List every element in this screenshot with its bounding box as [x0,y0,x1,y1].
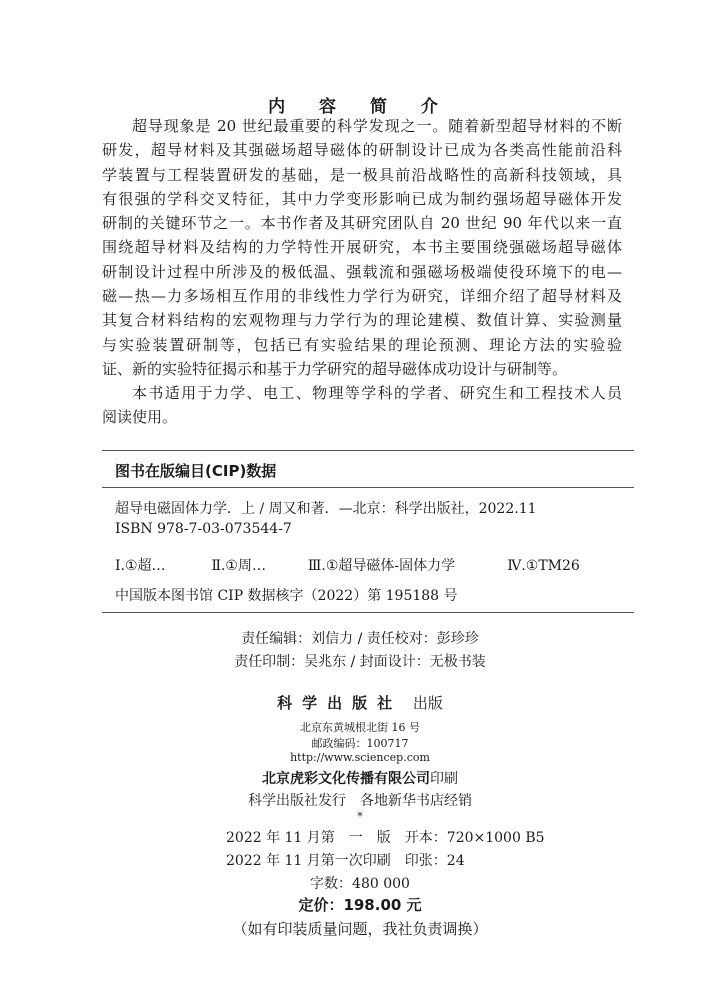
intro-line: 有很强的学科交叉特征，其中力学变形影响已成为制约强场超导磁体开发 [102,189,622,208]
cip-number: 中国版本图书馆 CIP 数据核字（2022）第 195188 号 [115,588,458,604]
intro-line: 学装置与工程装置研发的基础，是一极具前沿战略性的高新科技领域，具 [102,165,622,184]
cip-title-line: 超导电磁固体力学．上 / 周又和著．—北京：科学出版社，2022.11 [115,501,537,517]
distribution-line: 科学出版社发行 各地新华书店经销 [248,793,472,809]
publisher-postcode: 邮政编码：100717 [311,737,409,750]
cip-heading: 图书在版编目(CIP)数据 [115,462,277,480]
printing-line: 2022 年 11 月第一次印刷 印张：24 [226,853,465,869]
cip-classification [115,555,580,575]
printer-name: 北京虎彩文化传播有限公司 [262,771,430,787]
cip-isbn: ISBN 978-7-03-073544-7 [115,521,292,537]
intro-line: 证、新的实验特征揭示和基于力学研究的超导磁体成功设计与研制等。 [102,359,568,378]
publisher-address: 北京东黄城根北街 16 号 [300,721,420,734]
intro-line: 研发，超导材料及其强磁场超导磁体的研制设计已成为各类高性能前沿科 [102,141,622,160]
intro-line: 与实验装置研制等，包括已有实验结果的理论预测、理论方法的实验验 [102,335,622,354]
cip-class-item: Ⅰ.①超… [115,558,166,574]
intro-paragraph-1 [102,114,622,381]
publisher-url: http://www.sciencep.com [290,751,430,764]
cip-class-item: Ⅲ.①超导磁体-固体力学 [307,558,456,574]
intro-line: 磁—热—力多场相互作用的非线性力学行为研究，详细介绍了超导材料及 [102,287,622,306]
intro-line: 研制的关键环节之一。本书作者及其研究团队自 20 世纪 90 年代以来一直 [102,214,622,233]
publisher-line [0,692,720,713]
edition-line: 2022 年 11 月第 一 版 开本：720×1000 B5 [226,830,545,846]
cip-class-item: Ⅱ.①周… [211,558,266,574]
intro-line: 阅读使用。 [102,408,178,427]
section-title: 内 容 简 介 [268,97,452,117]
cip-heading-rule [102,487,634,488]
separator-star: * [357,810,363,823]
printer-line [0,768,720,788]
intro-line: 本书适用于力学、电工、物理等学科的学者、研究生和工程技术人员 [132,384,622,402]
price-line: 定价：198.00 元 [298,896,422,914]
cip-bottom-rule [102,612,634,613]
wordcount-line: 字数：480 000 [310,876,410,892]
intro-line: 围绕超导材料及结构的力学特性开展研究，本书主要围绕强磁场超导磁体 [102,238,622,257]
credits-editors: 责任编辑：刘信力 / 责任校对：彭珍珍 [241,631,479,647]
cip-class-item: Ⅳ.①TM26 [507,558,580,574]
publisher-name: 科学出版社 [277,694,403,712]
printer-suffix: 印刷 [430,771,458,787]
quality-notice: （如有印装质量问题，我社负责调换） [232,920,488,938]
intro-paragraph-2 [102,381,622,430]
cip-top-rule [102,450,634,451]
credits-production: 责任印制：吴兆东 / 封面设计：无极书装 [234,654,486,670]
intro-line: 其复合材料结构的宏观物理与力学行为的理论建模、数值计算、实验测量 [102,311,622,330]
intro-line: 超导现象是 20 世纪最重要的科学发现之一。随着新型超导材料的不断 [132,117,622,135]
intro-line: 研制设计过程中所涉及的极低温、强载流和强磁场极端使役环境下的电— [102,262,622,281]
publisher-suffix: 出版 [412,694,443,712]
